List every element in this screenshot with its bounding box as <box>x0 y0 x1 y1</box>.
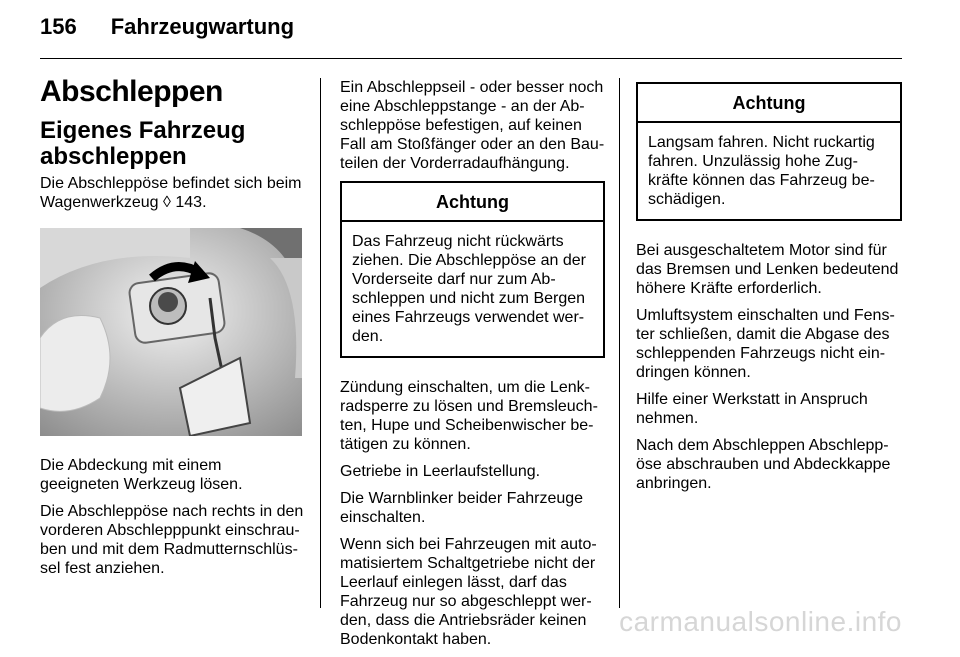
column-1 <box>40 74 305 586</box>
paragraph-after-towing: Nach dem Abschleppen Abschleppöse abschrauben und Abdeckkappe anbringen. <box>636 437 891 492</box>
column-3 <box>636 78 902 501</box>
page-number: 156 <box>40 14 77 39</box>
paragraph-engine-off: Bei ausgeschaltetem Motor sind für das Bremsen und Lenken bedeutend höhere Kräfte erforderlich. <box>636 242 899 297</box>
warning-box <box>636 82 902 221</box>
column-2 <box>340 78 605 657</box>
paragraph-cover: Die Abdeckung mit einem geeigneten Werkzeug lösen. <box>40 457 243 493</box>
chapter-title: Fahrzeugwartung <box>110 14 295 39</box>
page-header <box>40 14 294 40</box>
section-heading: Abschleppen <box>40 75 223 108</box>
column-divider-2 <box>619 78 620 608</box>
paragraph-ignition: Zündung einschalten, um die Lenkradsperre zu lösen und Bremsleuchten, Hupe und Scheibenwischer betätigen zu können. <box>340 379 598 453</box>
paragraph-workshop: Hilfe einer Werkstatt in Anspruch nehmen. <box>636 391 868 427</box>
header-rule <box>40 58 902 59</box>
column-divider-1 <box>320 78 321 608</box>
paragraph-screw-in: Die Abschleppöse nach rechts in den vorderen Abschlepppunkt einschrauben und mit dem Radmutternschlüssel fest anziehen. <box>40 503 304 577</box>
paragraph-automated-gearbox: Wenn sich bei Fahrzeugen mit automatisiertem Schaltgetriebe nicht der Leerlauf einlegen lässt, darf das Fahrzeug nur so abgeschleppt werden, dass die Antriebsräder keinen Bodenkontakt haben. <box>340 536 597 648</box>
subsection-heading: Eigenes Fahrzeug abschleppen <box>40 117 246 170</box>
watermark: carmanualsonline.info <box>619 606 902 637</box>
paragraph-tow-rope: Ein Abschleppseil - oder besser noch eine Abschleppstange - an der Abschleppöse befestigen, auf keinen Fall am Stoßfänger oder an den Bauteilen der Vorderradaufhängung. <box>340 79 605 172</box>
paragraph-recirculation: Umluftsystem einschalten und Fenster schließen, damit die Abgase des schleppenden Fahrzeugs nicht eindringen können. <box>636 307 895 381</box>
paragraph-hazard: Die Warnblinker beider Fahrzeuge einschalten. <box>340 490 584 526</box>
paragraph-neutral: Getriebe in Leerlaufstellung. <box>340 463 541 480</box>
intro-paragraph: Die Abschleppöse befindet sich beim Wagenwerkzeug ◊ 143. <box>40 175 302 211</box>
warning-title: Achtung <box>342 183 603 222</box>
warning-box <box>340 181 605 358</box>
warning-text: Langsam fahren. Nicht ruckartig fahren. Unzulässig hohe Zugkräfte können das Fahrzeug beschädigen. <box>648 134 875 208</box>
warning-text: Das Fahrzeug nicht rückwärts ziehen. Die Abschleppöse an der Vorderseite darf nur zum Abschleppen und nicht zum Bergen eines Fahrzeugs verwendet werden. <box>352 233 586 345</box>
towing-eye-illustration <box>40 228 302 436</box>
warning-title: Achtung <box>638 84 900 123</box>
